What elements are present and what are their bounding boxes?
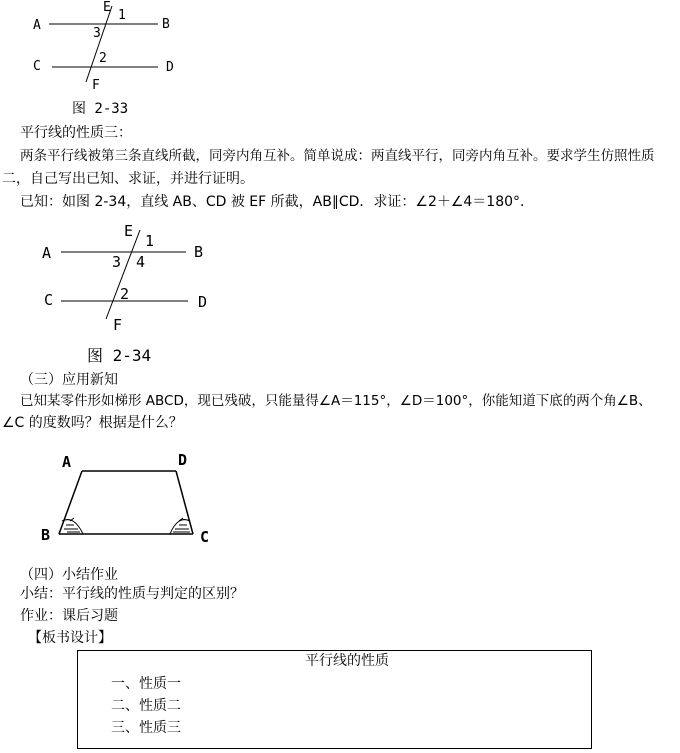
broken-corner-b-hatching xyxy=(62,518,83,534)
summary-text: 小结：平行线的性质与判定的区别？ xyxy=(20,586,244,602)
label-c: C xyxy=(33,59,41,74)
label-f: F xyxy=(113,316,123,334)
label-b: B xyxy=(194,243,204,261)
apply-heading: （三）应用新知 xyxy=(20,372,118,388)
property3-given: 已知：如图 2-34，直线 AB、CD 被 EF 所截，AB∥CD．求证：∠2＋∠4＝180°． xyxy=(20,194,535,210)
label-f: F xyxy=(92,78,100,93)
apply-line1: 已知某零件形如梯形 ABCD，现已残破，只能量得∠A＝115°，∠D＝100°，你能知道下底的两个角∠B、 xyxy=(20,393,652,409)
angle-label-3: 3 xyxy=(112,253,122,271)
board-item-3: 三、性质三 xyxy=(111,720,181,736)
figure-2-33-caption: 图 2-33 xyxy=(72,101,129,117)
label-a: A xyxy=(62,453,72,471)
angle-label-1: 1 xyxy=(145,232,155,250)
property3-body-line2: 二，自己写出已知、求证，并进行证明。 xyxy=(2,171,254,187)
label-d: D xyxy=(166,60,174,75)
figure-2-34-caption: 图 2-34 xyxy=(87,346,152,365)
angle-label-2: 2 xyxy=(120,285,130,303)
broken-corner-c-hatching xyxy=(170,518,190,534)
label-d: D xyxy=(178,451,188,469)
label-c: C xyxy=(200,528,210,546)
label-c: C xyxy=(44,291,54,309)
apply-line2: ∠C 的度数吗？根据是什么？ xyxy=(2,415,183,431)
homework-text: 作业：课后习题 xyxy=(20,608,118,624)
label-b: B xyxy=(162,17,170,32)
angle-label-3: 3 xyxy=(93,26,101,41)
line-ef xyxy=(106,230,140,319)
board-item-1: 一、性质一 xyxy=(111,676,181,692)
label-e: E xyxy=(124,222,134,240)
line-ef xyxy=(86,6,112,82)
board-title: 平行线的性质 xyxy=(305,653,389,669)
angle-label-2: 2 xyxy=(99,51,107,66)
label-e: E xyxy=(103,0,111,15)
label-d: D xyxy=(198,293,208,311)
board-item-2: 二、性质二 xyxy=(111,698,181,714)
board-design-box xyxy=(77,650,592,749)
summary-heading: （四）小结作业 xyxy=(20,567,118,583)
angle-label-1: 1 xyxy=(118,8,126,23)
angle-label-4: 4 xyxy=(136,253,146,271)
property3-body-line1: 两条平行线被第三条直线所截，同旁内角互补。简单说成：两直线平行，同旁内角互补。要求学生仿照性质 xyxy=(20,148,655,164)
label-a: A xyxy=(33,18,41,33)
property3-title: 平行线的性质三： xyxy=(20,125,132,141)
label-a: A xyxy=(42,244,52,262)
label-b: B xyxy=(41,526,51,544)
board-design-heading: 【板书设计】 xyxy=(28,630,112,646)
